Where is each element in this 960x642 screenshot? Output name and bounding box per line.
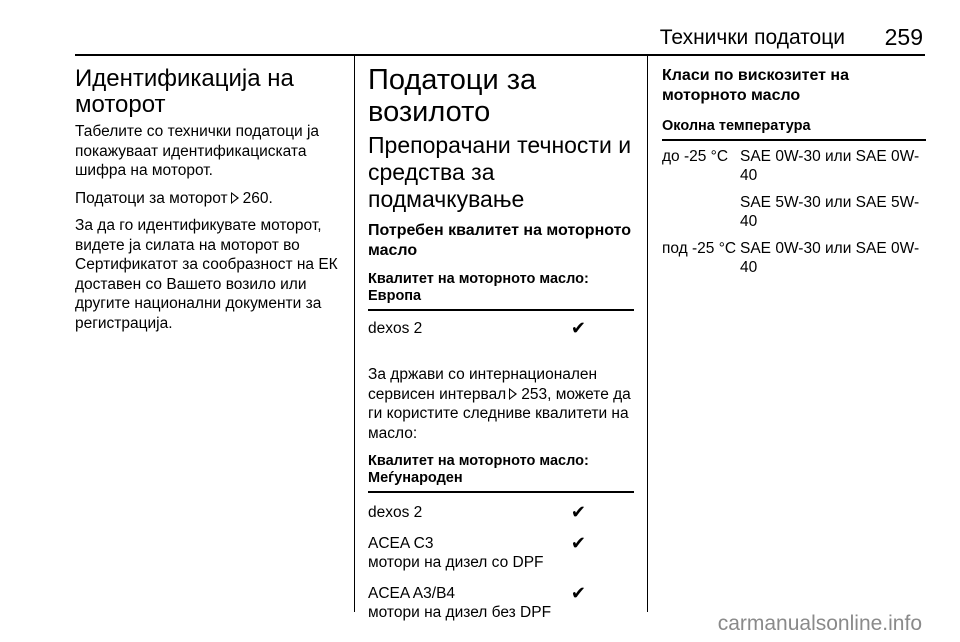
table-row: [368, 584, 634, 622]
check-icon: ✔: [570, 533, 586, 553]
reference-arrow-icon: [231, 192, 239, 204]
table-row: [368, 503, 634, 522]
column-vehicle-data: [368, 56, 634, 622]
table-row: [368, 534, 634, 572]
international-table-header: Квалитет на моторното масло: Меѓународен: [368, 453, 634, 493]
oil-spec-label: dexos 2: [368, 320, 423, 337]
engine-id-intro: Табелите со технички податоци ја покажуваат идентификациската шифра на моторот.: [75, 123, 320, 179]
oil-spec-label: dexos 2: [368, 504, 423, 521]
viscosity-value: SAE 0W-30 или SAE 0W-40: [740, 240, 920, 276]
header-title: Технички податоци: [659, 26, 845, 49]
column-divider-1: [354, 56, 355, 612]
column-viscosity: [662, 56, 926, 285]
service-interval-page-ref[interactable]: 253, можете да ги користите следниве квалитети на масло:: [368, 385, 631, 442]
column-engine-identification: [75, 56, 340, 341]
engine-id-instructions: За да го идентификувате моторот, видете ја силата на моторот во Сертификатот за сообразност на ЕК доставен со Вашето возило или другите национални документи за регистрација.: [75, 217, 338, 332]
europe-table-header: Квалитет на моторното масло: Европа: [368, 271, 634, 311]
oil-spec-note: мотори на дизел со DPF: [368, 554, 544, 571]
engine-data-reference: Податоци за моторот 260.: [75, 189, 273, 207]
table-row: [368, 319, 634, 353]
vehicle-data-heading: Податоци за возилото: [368, 64, 537, 128]
reference-arrow-icon: [509, 388, 517, 400]
page-header: [75, 22, 925, 56]
check-icon: ✔: [570, 583, 586, 603]
viscosity-value: SAE 5W-30 или SAE 5W-40: [740, 194, 920, 230]
table-row: [662, 147, 926, 239]
fluids-subheading: Препорачани течности и средства за подмачкување: [368, 132, 632, 212]
engine-data-page-ref[interactable]: 260.: [242, 189, 273, 207]
oil-spec-note: мотори на дизел без DPF: [368, 604, 552, 621]
column-divider-2: [647, 56, 648, 612]
temperature-cell: до -25 °C: [662, 148, 729, 165]
page-number: 259: [884, 24, 923, 50]
site-watermark: carmanualsonline.info: [717, 612, 922, 635]
oil-quality-section: Потребен квалитет на моторното масло: [368, 222, 632, 259]
oil-spec-label: ACEA A3/B4: [368, 585, 456, 602]
table-row: [662, 239, 926, 285]
viscosity-value: SAE 0W-30 или SAE 0W-40: [740, 148, 920, 184]
ambient-temp-header: Околна температура: [662, 118, 926, 141]
viscosity-table: [662, 147, 926, 285]
intl-interval-text: За држави со интернационален сервисен интервал 253, можете да ги користите следниве квалитети на масло:: [368, 366, 631, 442]
viscosity-heading: Класи по вискозитет на моторното масло: [662, 67, 849, 104]
oil-spec-label: ACEA C3: [368, 535, 434, 552]
engine-id-heading: Идентификација на моторот: [75, 65, 294, 118]
check-icon: ✔: [570, 502, 586, 522]
check-icon: ✔: [570, 318, 586, 338]
temperature-cell: под -25 °C: [662, 240, 737, 257]
